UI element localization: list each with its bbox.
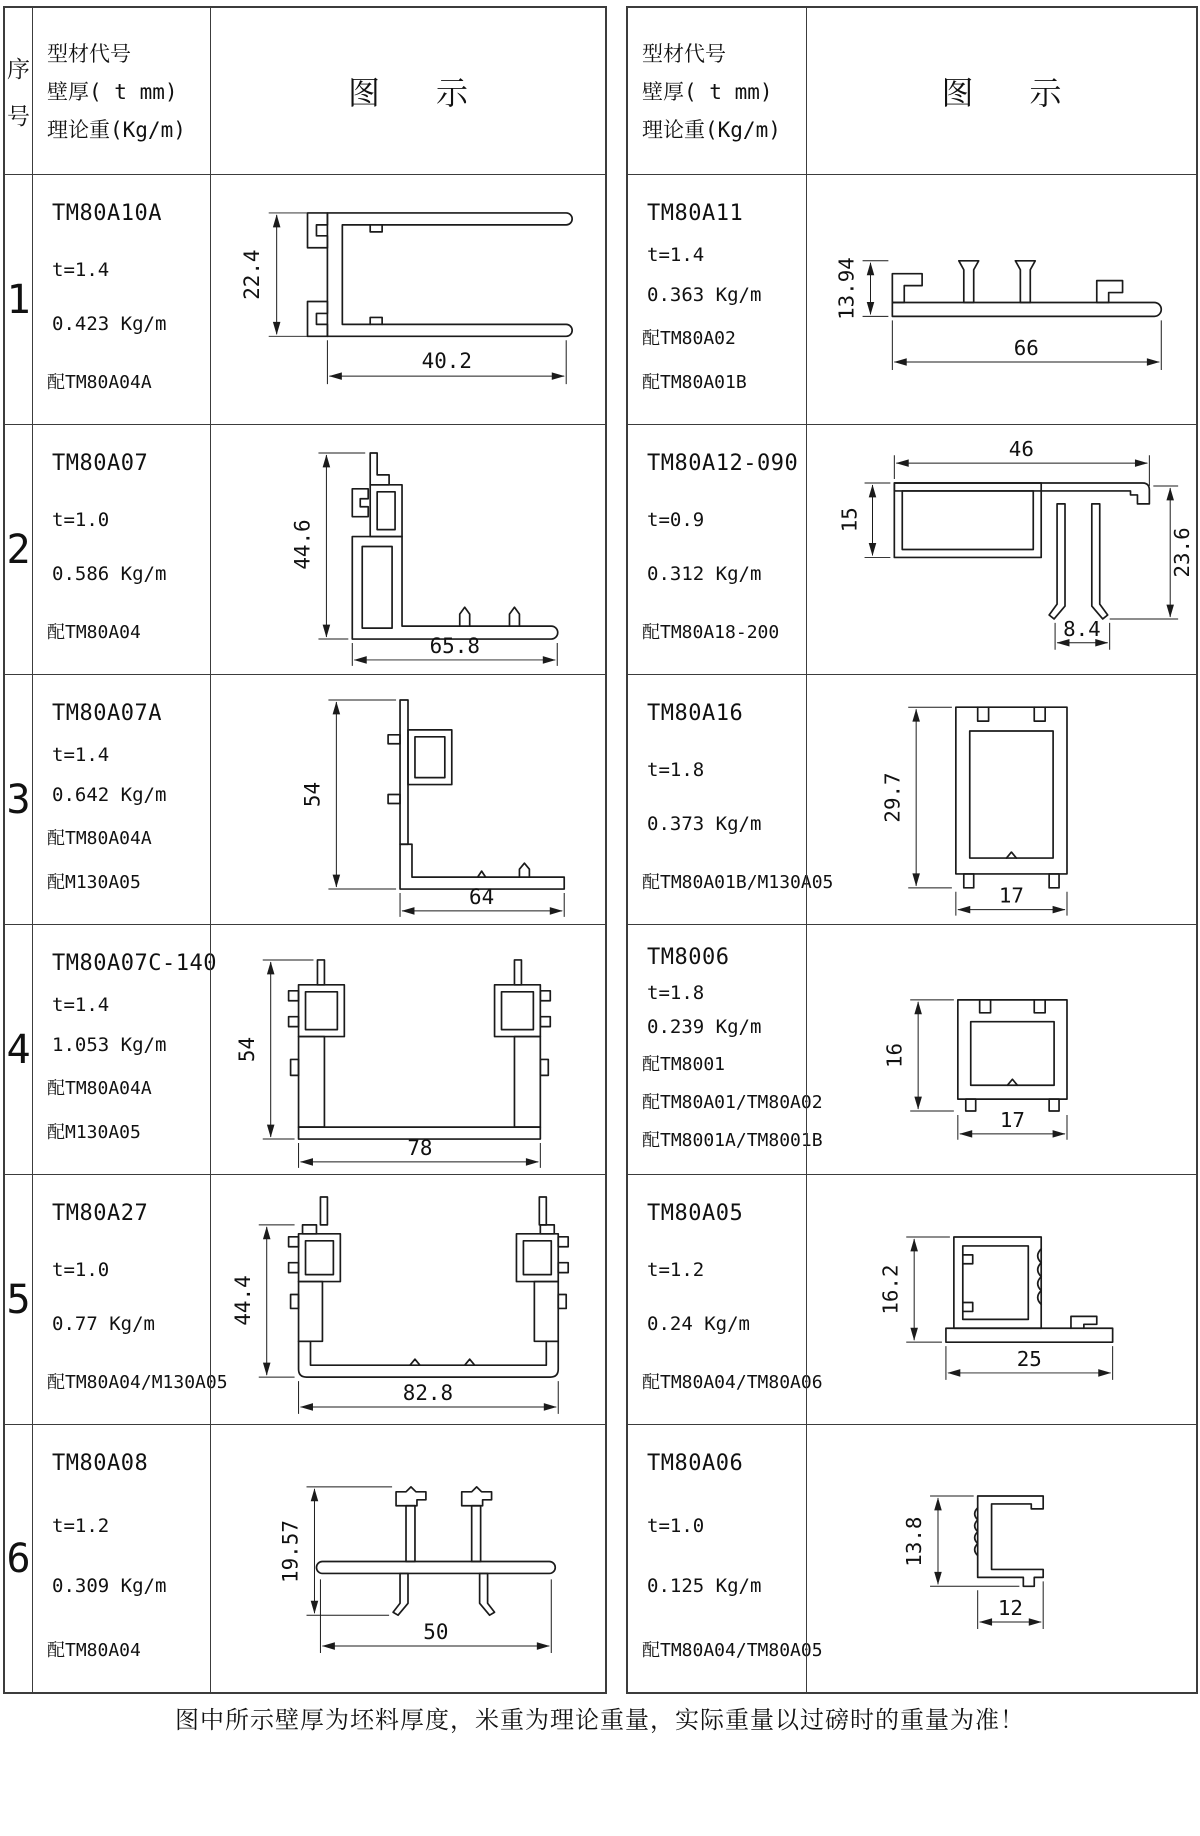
wall-thickness: t=1.8 bbox=[647, 758, 705, 781]
dim-vertical: 54 bbox=[234, 1036, 259, 1063]
spec-header-line: 理论重(Kg/m) bbox=[47, 118, 186, 142]
profile-diagram bbox=[210, 1425, 605, 1692]
dim-horizontal: 78 bbox=[407, 1135, 433, 1160]
serial-header-char-2: 号 bbox=[7, 104, 30, 130]
wall-thickness: t=1.2 bbox=[52, 1514, 110, 1537]
profile-code: TM80A07A bbox=[52, 701, 162, 726]
wall-thickness: t=1.0 bbox=[52, 508, 110, 531]
profile-code: TM8006 bbox=[647, 945, 730, 970]
profile-info bbox=[628, 925, 823, 1174]
table-row bbox=[5, 1174, 605, 1424]
spec-header-line: 型材代号 bbox=[642, 42, 726, 66]
unit-weight: 0.363 Kg/m bbox=[647, 284, 762, 306]
left-table bbox=[3, 6, 607, 1694]
profile-info bbox=[32, 425, 210, 674]
profile-info bbox=[628, 175, 806, 424]
left-header-row bbox=[5, 8, 605, 174]
wall-thickness: t=1.4 bbox=[52, 258, 110, 281]
spec-header bbox=[32, 8, 210, 174]
table-row bbox=[628, 1174, 1196, 1424]
profile-info bbox=[628, 425, 806, 674]
dim-vertical: 29.7 bbox=[880, 772, 905, 823]
profile-code: TM80A08 bbox=[52, 1451, 149, 1476]
wall-thickness: t=1.2 bbox=[647, 1258, 705, 1281]
matching-profile: 配TM80A18-200 bbox=[642, 621, 780, 643]
profile-info bbox=[32, 675, 210, 924]
dim-vertical: 16.2 bbox=[878, 1264, 903, 1315]
diagram-header-char-2: 示 bbox=[1029, 74, 1062, 112]
dim-horizontal: 65.8 bbox=[429, 633, 480, 658]
dim-vertical: 13.94 bbox=[834, 257, 859, 320]
diagram-header-char-1: 图 bbox=[941, 74, 974, 112]
row-number: 3 bbox=[6, 776, 31, 823]
profile-code: TM80A12-090 bbox=[647, 451, 799, 476]
matching-profile: 配TM80A04A bbox=[47, 371, 152, 393]
table-row bbox=[5, 424, 605, 674]
table-row bbox=[628, 924, 1196, 1174]
dim-top: 46 bbox=[1008, 437, 1034, 462]
unit-weight: 1.053 Kg/m bbox=[52, 1034, 167, 1056]
matching-profile: 配TM8001A/TM8001B bbox=[642, 1130, 823, 1151]
spec-header-line: 理论重(Kg/m) bbox=[642, 118, 781, 142]
unit-weight: 0.239 Kg/m bbox=[647, 1016, 762, 1038]
spec-header-line: 型材代号 bbox=[47, 42, 131, 66]
wall-thickness: t=0.9 bbox=[647, 508, 705, 531]
dim-vertical: 19.57 bbox=[278, 1520, 303, 1583]
matching-profile: 配TM80A04 bbox=[47, 621, 141, 643]
matching-profile: 配TM80A04A bbox=[47, 828, 152, 849]
unit-weight: 0.125 Kg/m bbox=[647, 1575, 762, 1598]
row-number: 2 bbox=[6, 526, 31, 573]
matching-profile: 配TM80A01/TM80A02 bbox=[642, 1092, 823, 1113]
dim-bottom: 8.4 bbox=[1063, 616, 1101, 641]
wall-thickness: t=1.0 bbox=[647, 1514, 705, 1537]
profile-info bbox=[32, 925, 217, 1174]
profile-diagram bbox=[806, 175, 1196, 424]
profile-info bbox=[628, 1175, 823, 1424]
unit-weight: 0.423 Kg/m bbox=[52, 313, 167, 336]
profile-diagram bbox=[806, 1425, 1196, 1692]
diagram-header bbox=[210, 8, 605, 174]
row-number: 1 bbox=[6, 276, 31, 323]
unit-weight: 0.309 Kg/m bbox=[52, 1575, 167, 1598]
table-row bbox=[5, 674, 605, 924]
diagram-header-char-2: 示 bbox=[436, 74, 469, 112]
right-table bbox=[626, 6, 1198, 1694]
matching-profile: 配TM80A01B/M130A05 bbox=[642, 871, 834, 893]
wall-thickness: t=1.4 bbox=[52, 994, 110, 1016]
profile-info bbox=[32, 1425, 210, 1692]
wall-thickness: t=1.8 bbox=[647, 982, 705, 1004]
unit-weight: 0.77 Kg/m bbox=[52, 1313, 155, 1336]
unit-weight: 0.312 Kg/m bbox=[647, 563, 762, 586]
profile-code: TM80A06 bbox=[647, 1451, 744, 1476]
profile-code: TM80A07C-140 bbox=[52, 951, 217, 976]
row-number: 6 bbox=[6, 1535, 31, 1582]
spec-header-line: 壁厚( t mm) bbox=[642, 80, 773, 104]
row-number: 5 bbox=[6, 1276, 31, 1323]
matching-profile: 配M130A05 bbox=[47, 872, 141, 893]
table-row bbox=[628, 174, 1196, 424]
dim-horizontal: 50 bbox=[423, 1620, 449, 1645]
matching-profile: 配TM80A04/M130A05 bbox=[47, 1371, 228, 1393]
dim-horizontal: 64 bbox=[469, 884, 495, 909]
right-header-row bbox=[628, 8, 1196, 174]
unit-weight: 0.24 Kg/m bbox=[647, 1313, 750, 1336]
profile-diagram bbox=[806, 425, 1196, 674]
matching-profile: 配TM80A02 bbox=[642, 328, 736, 349]
profile-diagram bbox=[210, 425, 605, 674]
diagram-header bbox=[806, 8, 1196, 174]
unit-weight: 0.586 Kg/m bbox=[52, 563, 167, 586]
unit-weight: 0.373 Kg/m bbox=[647, 813, 762, 836]
dim-vertical: 22.4 bbox=[239, 249, 264, 300]
table-row bbox=[628, 674, 1196, 924]
table-row bbox=[5, 174, 605, 424]
spec-header-line: 壁厚( t mm) bbox=[47, 80, 178, 104]
matching-profile: 配TM80A04 bbox=[47, 1639, 141, 1661]
dim-vertical: 54 bbox=[300, 781, 325, 808]
profile-code: TM80A10A bbox=[52, 201, 162, 226]
profile-code: TM80A07 bbox=[52, 451, 149, 476]
matching-profile: 配TM80A04A bbox=[47, 1078, 152, 1099]
dim-vertical: 16 bbox=[882, 1042, 907, 1069]
dim-horizontal: 12 bbox=[997, 1596, 1023, 1621]
dim-horizontal: 66 bbox=[1013, 336, 1039, 361]
matching-profile: 配TM8001 bbox=[642, 1054, 726, 1075]
table-row bbox=[628, 424, 1196, 674]
table-row bbox=[628, 1424, 1196, 1692]
matching-profile: 配TM80A04/TM80A06 bbox=[642, 1371, 823, 1393]
profile-info bbox=[628, 675, 834, 924]
dim-horizontal: 40.2 bbox=[421, 349, 472, 374]
profile-diagram bbox=[210, 925, 605, 1174]
profile-info bbox=[32, 1175, 228, 1424]
profile-info bbox=[32, 175, 210, 424]
wall-thickness: t=1.4 bbox=[647, 244, 705, 266]
profile-diagram bbox=[210, 175, 605, 424]
serial-header-char-1: 序 bbox=[7, 57, 30, 83]
profile-code: TM80A16 bbox=[647, 701, 744, 726]
dim-horizontal: 25 bbox=[1016, 1346, 1042, 1371]
table-row bbox=[5, 924, 605, 1174]
profile-info bbox=[628, 1425, 823, 1692]
footer-note: 图中所示壁厚为坯料厚度，米重为理论重量，实际重量以过磅时的重量为准！ bbox=[175, 1706, 1025, 1734]
wall-thickness: t=1.0 bbox=[52, 1258, 110, 1281]
spec-header bbox=[628, 8, 806, 174]
dim-right: 23.6 bbox=[1170, 527, 1195, 578]
profile-diagram bbox=[210, 675, 605, 924]
matching-profile: 配TM80A01B bbox=[642, 372, 747, 393]
profile-diagram bbox=[806, 925, 1196, 1174]
dim-vertical: 13.8 bbox=[902, 1516, 927, 1567]
row-number: 4 bbox=[6, 1026, 31, 1073]
unit-weight: 0.642 Kg/m bbox=[52, 784, 167, 806]
dim-vertical: 44.6 bbox=[290, 519, 315, 570]
wall-thickness: t=1.4 bbox=[52, 744, 110, 766]
matching-profile: 配M130A05 bbox=[47, 1122, 141, 1143]
dim-vertical: 44.4 bbox=[230, 1275, 255, 1326]
dim-left: 15 bbox=[837, 507, 862, 533]
profile-code: TM80A11 bbox=[647, 201, 744, 226]
profile-diagram bbox=[210, 1175, 605, 1424]
profile-diagram bbox=[806, 1175, 1196, 1424]
dim-horizontal: 17 bbox=[999, 1107, 1025, 1132]
diagram-header-char-1: 图 bbox=[347, 74, 380, 112]
profile-code: TM80A27 bbox=[52, 1201, 149, 1226]
profile-code: TM80A05 bbox=[647, 1201, 744, 1226]
dim-horizontal: 82.8 bbox=[402, 1380, 454, 1405]
dim-horizontal: 17 bbox=[998, 883, 1024, 908]
profile-diagram bbox=[806, 675, 1196, 924]
serial-header bbox=[5, 8, 32, 174]
table-row bbox=[5, 1424, 605, 1692]
matching-profile: 配TM80A04/TM80A05 bbox=[642, 1639, 823, 1661]
